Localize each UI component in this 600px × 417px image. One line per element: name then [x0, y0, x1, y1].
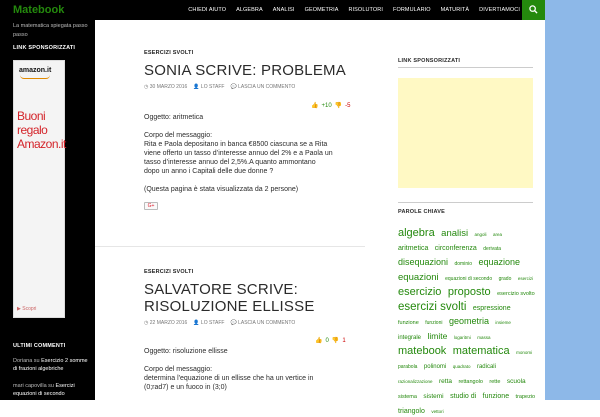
thumbs-down-icon[interactable]: 👎: [331, 338, 340, 344]
tag-link[interactable]: aritmetica: [398, 245, 429, 252]
google-plus-button[interactable]: G+: [144, 202, 158, 210]
post-line: Oggetto: aritmetica: [144, 114, 204, 121]
tag-link[interactable]: area: [493, 232, 503, 237]
comments-title: ULTIMI COMMENTI: [13, 343, 66, 349]
tag-link[interactable]: proposto: [447, 286, 491, 298]
post-article: [144, 50, 354, 90]
post-author[interactable]: 👤 LO STAFF: [193, 320, 225, 326]
post-date-text: 30 MARZO 2016: [149, 84, 188, 90]
tag-link[interactable]: funzione: [398, 320, 419, 326]
vote-down-count: 1: [342, 337, 346, 344]
tag-link[interactable]: rettangolo: [458, 379, 483, 385]
post-title[interactable]: SONIA SCRIVE: PROBLEMA: [144, 62, 346, 79]
menu-item-analisi[interactable]: ANALISI: [272, 7, 295, 13]
widget-divider: [398, 202, 533, 203]
menu-item-divertiamoci[interactable]: DIVERTIAMOCI: [479, 7, 520, 13]
tag-link[interactable]: esercizio svolto: [497, 291, 535, 297]
post-content: [144, 347, 374, 392]
vote-down-count: -5: [345, 102, 351, 109]
post-line: (Questa pagina è stata visualizzata da 2 persone): [144, 186, 299, 193]
post-comment-text: LASCIA UN COMMENTO: [238, 320, 296, 326]
tag-link[interactable]: studio di: [450, 393, 477, 400]
search-icon: [529, 5, 538, 14]
tag-link[interactable]: algebra: [398, 227, 435, 239]
post-line: Corpo del messaggio:: [144, 132, 213, 139]
post-content: [144, 113, 374, 210]
tag-link[interactable]: equazione: [478, 257, 521, 267]
tag-link[interactable]: triangolo: [398, 408, 425, 415]
top-navbar: [0, 0, 545, 20]
tag-link[interactable]: analisi: [441, 228, 469, 239]
tag-link[interactable]: razionalizzazione: [398, 379, 433, 384]
post-author-text: LO STAFF: [200, 84, 225, 90]
post-line-gap: [144, 122, 374, 131]
tag-link[interactable]: matebook: [398, 345, 447, 357]
tag-link[interactable]: esercizio: [398, 286, 442, 298]
post-line: dopo un anno i Capitali delle due donne ?: [144, 168, 274, 175]
tag-link[interactable]: massa: [477, 335, 491, 340]
tag-link[interactable]: matematica: [452, 345, 510, 357]
comment-post-link[interactable]: Esercizi equazioni di secondo: [13, 383, 75, 397]
tag-link[interactable]: esercizi: [517, 276, 534, 281]
tag-link[interactable]: trapezio: [515, 394, 536, 400]
tag-link[interactable]: integrale: [398, 335, 422, 341]
tag-link[interactable]: insieme: [495, 320, 511, 325]
post-votes: [315, 337, 346, 344]
tag-link[interactable]: esercizi svolti: [398, 301, 467, 313]
vote-up-count: 0: [325, 337, 329, 344]
post-line-gap: [144, 356, 374, 365]
menu-item-maturita[interactable]: MATURITÀ: [440, 7, 470, 13]
tag-link[interactable]: derivata: [483, 246, 502, 252]
post-divider: [95, 246, 365, 247]
recent-comment: [13, 382, 91, 398]
comment-author: Doriana: [13, 358, 33, 364]
menu-item-risolutori[interactable]: RISOLUTORI: [348, 7, 383, 13]
post-votes: [311, 102, 351, 109]
post-comment-text: LASCIA UN COMMENTO: [238, 84, 296, 90]
post-date-text: 22 MARZO 2016: [149, 320, 188, 326]
thumbs-up-icon[interactable]: 👍: [315, 338, 323, 344]
post-date[interactable]: ◷ 30 MARZO 2016: [144, 84, 188, 90]
page-background-strip: [545, 0, 600, 400]
tag-link[interactable]: scuola: [506, 378, 526, 385]
tag-link[interactable]: monomi: [516, 350, 533, 355]
main-menu: [183, 0, 525, 20]
ad-placeholder[interactable]: [398, 78, 533, 188]
comment-on: su: [33, 358, 40, 364]
comment-author: mari capovilla: [13, 383, 47, 389]
amazon-smile-icon: [20, 75, 50, 79]
menu-item-formulario[interactable]: FORMULARIO: [392, 7, 431, 13]
post-line: viene offerto un tasso d’interesse annuo del 2% e a Paola un: [144, 150, 333, 157]
post-meta: [144, 320, 354, 326]
tag-link[interactable]: angoli: [474, 232, 487, 237]
post-author[interactable]: 👤 LO STAFF: [193, 84, 225, 90]
tag-link[interactable]: parabola: [398, 364, 418, 370]
comment-post-link[interactable]: Esercizio 2 somme di frazioni algebriche: [13, 358, 88, 372]
post-title[interactable]: [144, 281, 354, 315]
tag-link[interactable]: equazioni: [398, 272, 439, 283]
tag-link[interactable]: sistema: [398, 394, 417, 400]
tag-link[interactable]: grado: [498, 276, 512, 282]
tag-link[interactable]: funzioni: [425, 320, 443, 326]
post-date[interactable]: ◷ 22 MARZO 2016: [144, 320, 188, 326]
menu-item-geometria[interactable]: GEOMETRIA: [304, 7, 339, 13]
tag-link[interactable]: funzione: [482, 393, 510, 400]
post-comment-link[interactable]: 💬 LASCIA UN COMMENTO: [230, 320, 296, 326]
ad-text: Buoni regalo Amazon.it: [17, 109, 66, 151]
vote-up-count: +10: [321, 102, 332, 109]
left-sidebar: [0, 20, 95, 400]
thumbs-up-icon[interactable]: 👍: [311, 103, 319, 109]
tag-link[interactable]: sistemi: [423, 393, 444, 400]
tag-link[interactable]: logaritmi: [453, 335, 471, 340]
sponsor-title: LINK SPONSORIZZATI: [13, 45, 76, 51]
post-line: Rita e Paola depositano in banca €8500 ciascuna se a Rita: [144, 141, 328, 148]
post-category-link[interactable]: ESERCIZI SVOLTI: [144, 269, 194, 275]
tag-link[interactable]: geometria: [448, 316, 489, 326]
post-title-line: SALVATORE SCRIVE:: [144, 281, 299, 298]
tag-link[interactable]: vettori: [431, 409, 444, 414]
tag-link[interactable]: disequazioni: [398, 257, 449, 267]
recent-comment: [13, 357, 91, 373]
post-line-gap: [144, 176, 374, 185]
keywords-title: PAROLE CHIAVE: [398, 209, 446, 215]
post-line: determina l'equazione di un ellisse che ha un vertice in: [144, 375, 314, 382]
right-sponsor-title: LINK SPONSORIZZATI: [398, 58, 461, 64]
tag-link[interactable]: radicali: [476, 364, 496, 370]
post-category-link[interactable]: ESERCIZI SVOLTI: [144, 50, 194, 56]
post-line: (0;rad7) e un fuoco in (3;0): [144, 384, 227, 391]
post-author-text: LO STAFF: [200, 320, 225, 326]
tag-cloud: [398, 226, 538, 417]
tag-link[interactable]: circonferenza: [434, 245, 477, 252]
tag-link[interactable]: rette: [489, 379, 501, 385]
tag-link[interactable]: equazioni di secondo: [445, 276, 493, 282]
tag-link[interactable]: polinomi: [423, 364, 447, 370]
tag-link[interactable]: dominio: [454, 261, 473, 267]
menu-item-algebra[interactable]: ALGEBRA: [236, 7, 263, 13]
ad-cta[interactable]: ▶ Scopri: [17, 306, 37, 312]
post-line: tasso d’interesse annuo del 2,5%.A quanto ammontano: [144, 159, 316, 166]
post-meta: [144, 84, 354, 90]
post-article: [144, 269, 354, 326]
site-tagline: La matematica spiegata passo passo: [13, 23, 88, 38]
widget-divider: [398, 67, 533, 68]
tag-link[interactable]: limite: [427, 331, 448, 341]
post-line: Corpo del messaggio:: [144, 366, 213, 373]
thumbs-down-icon[interactable]: 👎: [334, 103, 343, 109]
search-button[interactable]: [522, 0, 545, 20]
tag-link[interactable]: espressione: [472, 305, 511, 312]
post-comment-link[interactable]: 💬 LASCIA UN COMMENTO: [230, 84, 296, 90]
post-title-line: RISOLUZIONE ELLISSE: [144, 298, 315, 315]
tag-link[interactable]: retta: [438, 378, 452, 385]
tag-link[interactable]: quadrato: [452, 364, 471, 369]
amazon-logo: amazon.it: [19, 67, 52, 74]
amazon-ad-banner[interactable]: [13, 60, 65, 318]
menu-item-chiedi-aiuto[interactable]: CHIEDI AIUTO: [188, 7, 227, 13]
comment-on: su: [48, 383, 54, 389]
post-line: Oggetto: risoluzione ellisse: [144, 348, 228, 355]
site-brand-link[interactable]: Matebook: [13, 4, 65, 16]
